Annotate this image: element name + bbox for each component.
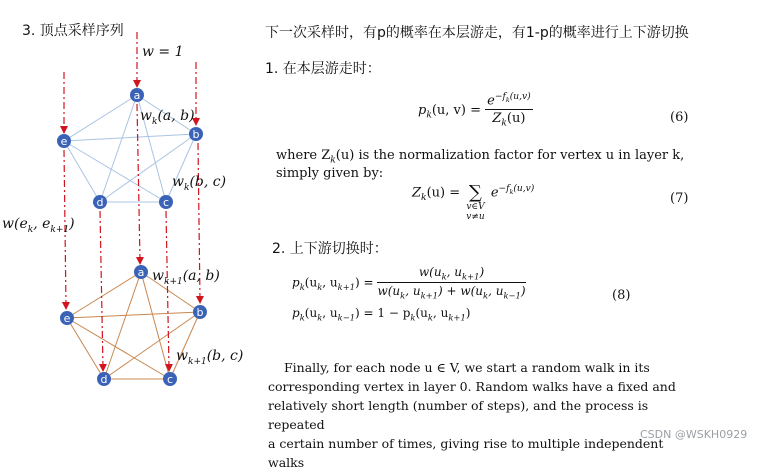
lower-node-a [134, 265, 148, 279]
upper-weight-bc-label: $w_k(b$, c) [172, 174, 227, 193]
svg-text:b: b [192, 128, 200, 141]
upper-node-c [159, 195, 173, 209]
svg-text:a: a [133, 89, 141, 102]
lower-edge-a-c [141, 272, 170, 379]
equation-8-line-1: $p_k(u_k$, $u_{k+1}$) = $\frac{w(u_k, u_{k+1})}{w(u_k, u_{k+1}) + w(u_k, u_{k-1})}$ [292, 265, 526, 301]
intro-text: 下一次采样时，有p的概率在本层游走，有1-p的概率进行上下游切换 [265, 25, 689, 41]
equation-8-number: (8) [612, 288, 631, 303]
upper-edge-d-e [64, 141, 100, 202]
upper-node-e [57, 134, 71, 148]
paragraph-line-2: corresponding vertex in layer 0. Random walks have a fixed and [268, 379, 676, 394]
lower-edge-b-e [67, 312, 200, 318]
svg-text:e: e [63, 312, 71, 325]
upper-node-b [189, 127, 203, 141]
lower-edge-a-d [104, 272, 141, 379]
item-1-heading: 1. 在本层游走时： [265, 61, 381, 77]
upper-weight-ab-label: $w_k(a$, b) [140, 108, 195, 127]
lower-edge-c-e [67, 318, 170, 379]
paragraph-line-4: a certain number of times, giving rise to multiple independent walks [268, 436, 664, 470]
lower-node-b [193, 305, 207, 319]
lower-node-c [163, 372, 177, 386]
lower-edge-b-d [104, 312, 200, 379]
paragraph-line-3: relatively short length (number of steps), and the process is repeated [268, 398, 649, 432]
svg-text:c: c [166, 373, 174, 386]
upper-edge-a-d [100, 95, 137, 202]
equation-7: $Z_k(u)$ = ∑ v∈V v≠u $e^{-f_k(u,v)}$ [412, 182, 535, 222]
equation-6-number: (6) [670, 110, 689, 125]
upper-layer-nodes [57, 88, 203, 209]
arrow-d-to-d [100, 211, 103, 368]
upper-edge-c-e [64, 141, 166, 202]
svg-text:a: a [137, 266, 145, 279]
equation-8-line-2: $p_k(u_k$, $u_{k-1}) = 1 - p_k(u_k$, $u_{k+1}$) [292, 306, 471, 323]
arrow-a-to-a [137, 104, 140, 261]
where-line-2: simply given by: [276, 166, 384, 181]
cross-layer-weight-label: $w(e_k$, $e_{k+1}$) [2, 216, 75, 235]
lower-node-e [60, 311, 74, 325]
svg-text:d: d [96, 196, 104, 209]
upper-node-a [130, 88, 144, 102]
item-2-heading: 2. 上下游切换时： [272, 241, 388, 257]
lower-weight-ab-label: $w_{k+1}(a$, b) [152, 268, 220, 287]
svg-text:b: b [196, 306, 204, 319]
svg-text:e: e [60, 135, 68, 148]
lower-weight-bc-label: $w_{k+1}(b$, c) [176, 348, 244, 367]
paragraph-line-1: Finally, for each node u ∈ V, we start a random walk in its [284, 360, 650, 375]
where-line-1: where $Z_k(u)$ is the normalization factor for vertex u in layer k, [276, 148, 685, 166]
paragraph [268, 358, 688, 472]
w-equals-one-label: w = 1 [142, 44, 184, 60]
lower-edge-a-e [67, 272, 141, 318]
equation-6: $p_k(u$, v) = $\frac{e^{-f_k(u,v)}}{Z_k(u)}$ [418, 92, 531, 129]
svg-text:c: c [162, 196, 170, 209]
upper-edge-b-e [64, 134, 196, 141]
lower-edge-d-e [67, 318, 104, 379]
upper-edge-a-e [64, 95, 137, 141]
section-title: 3. 顶点采样序列 [22, 23, 124, 39]
watermark: CSDN @WSKH0929 [640, 428, 748, 441]
lower-node-d [97, 372, 111, 386]
equation-7-number: (7) [670, 191, 689, 206]
svg-text:d: d [100, 373, 108, 386]
upper-node-d [93, 195, 107, 209]
layer-graph-diagram [0, 0, 260, 448]
